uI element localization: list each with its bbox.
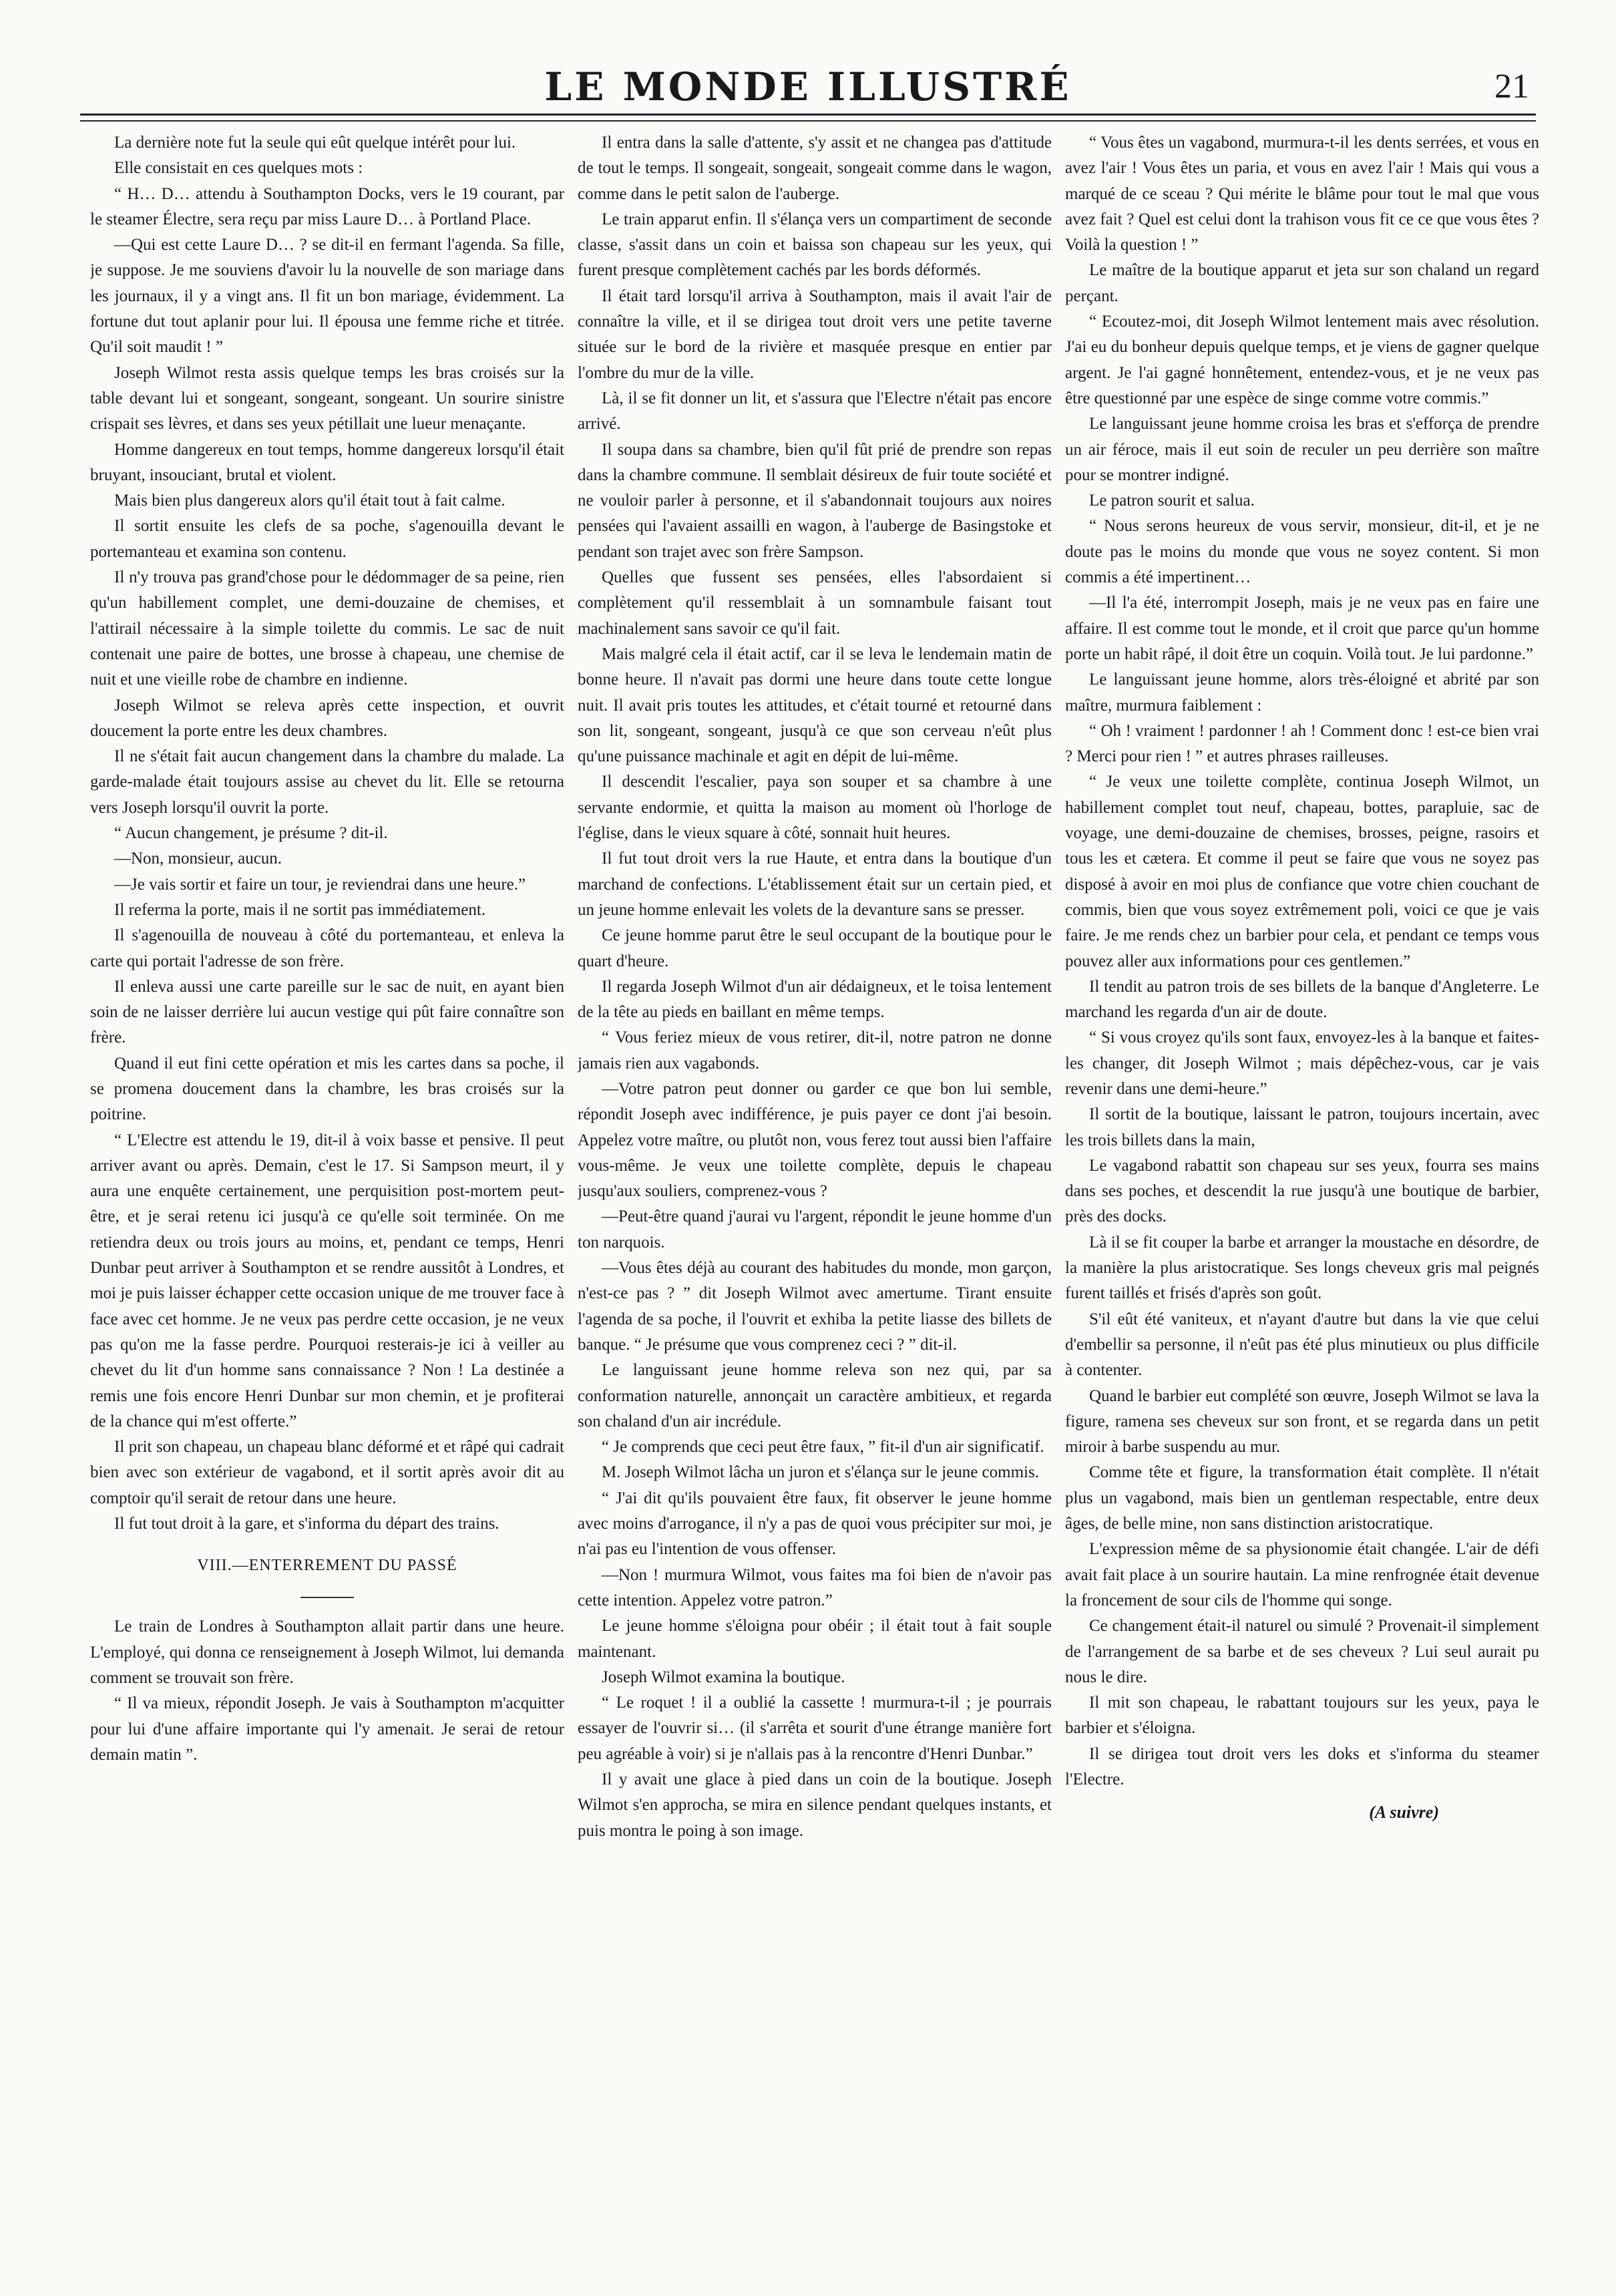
paragraph: “ Le roquet ! il a oublié la cassette ! murmura-t-il ; je pourrais essayer de l'ouvrir si… (il s'arrêta et sourit d'une étrange manière fort peu agréable à voir) si je n'allais pas à la rencontre d'Henri Dunbar.” bbox=[578, 1694, 1052, 1763]
to-be-continued: (A suivre) bbox=[1369, 1802, 1439, 1823]
paragraph: —Non ! murmura Wilmot, vous faites ma foi bien de n'avoir pas cette intention. Appelez votre patron.” bbox=[578, 1565, 1052, 1609]
paragraph: Il s'agenouilla de nouveau à côté du portemanteau, et enleva la carte qui portait l'adresse de son frère. bbox=[90, 926, 564, 970]
paragraph: Homme dangereux en tout temps, homme dangereux lorsqu'il était bruyant, insouciant, brutal et violent. bbox=[90, 440, 564, 484]
paragraph: Il était tard lorsqu'il arriva à Southampton, mais il avait l'air de connaître la ville, et il se dirigea tout droit vers une petite taverne située sur le bord de la rivière et masquée presque en entier par l'ombre du mur de la ville. bbox=[578, 286, 1052, 382]
paragraph: Il fut tout droit vers la rue Haute, et entra dans la boutique d'un marchand de confections. L'établissement était sur un certain pied, et un jeune homme enlevait les volets de la devanture sans se presser. bbox=[578, 849, 1052, 919]
paragraph: “ Je comprends que ceci peut être faux, ” fit-il d'un air significatif. bbox=[602, 1438, 1044, 1457]
paragraph: “ Vous feriez mieux de vous retirer, dit-il, notre patron ne donne jamais rien aux vagabonds. bbox=[578, 1028, 1052, 1073]
paragraph: —Votre patron peut donner ou garder ce que bon lui semble, répondit Joseph avec indifférence, je puis payer ce dont j'ai besoin. Appelez votre maître, ou plutôt non, vous ferez tout aussi bien l'affaire vous-même. Je veux une toilette complète, depuis le chapeau jusqu'aux souliers, comprenez-vous ? bbox=[578, 1079, 1052, 1201]
paragraph: Le train de Londres à Southampton allait partir dans une heure. L'employé, qui donna ce renseignement à Joseph Wilmot, lui demanda comment se trouvait son frère. bbox=[90, 1617, 564, 1687]
paragraph: “ Oh ! vraiment ! pardonner ! ah ! Comment donc ! est-ce bien vrai ? Merci pour rien ! ” et autres phrases railleuses. bbox=[1065, 721, 1539, 766]
paragraph: Il fut tout droit à la gare, et s'informa du départ des trains. bbox=[114, 1515, 499, 1533]
paragraph: Il soupa dans sa chambre, bien qu'il fût prié de prendre son repas dans la chambre commune. Il semblait désireux de fuir toute société et ne vouloir parler à personne, et il s'abandonnait toujours aux noires pensées qui l'avaient assailli en wagon, à l'auberge de Basingstoke et pendant son trajet avec son frère Sampson. bbox=[578, 440, 1052, 561]
paragraph: Il prit son chapeau, un chapeau blanc déformé et et râpé qui cadrait bien avec son extérieur de vagabond, et il sortit après avoir dit au comptoir qu'il serait de retour dans une heure. bbox=[90, 1438, 564, 1507]
paragraph: Le languissant jeune homme croisa les bras et s'efforça de prendre un air féroce, mais il eut soin de reculer un peu derrière son maître pour se montrer indigné. bbox=[1065, 415, 1539, 484]
paragraph: Il mit son chapeau, le rabattant toujours sur les yeux, paya le barbier et s'éloigna. bbox=[1065, 1694, 1539, 1738]
journal-title: LE MONDE ILLUSTRÉ bbox=[544, 64, 1072, 110]
paragraph: Ce changement était-il naturel ou simulé ? Provenait-il simplement de l'arrangement de sa barbe et de ses cheveux ? Lui seul aurait pu nous le dire. bbox=[1065, 1617, 1539, 1686]
paragraph: Il ne s'était fait aucun changement dans la chambre du malade. La garde-malade était toujours assise au chevet du lit. Elle se retourna vers Joseph lorsqu'il ouvrit la porte. bbox=[90, 747, 564, 817]
paragraph: Il referma la porte, mais il ne sortit pas immédiatement. bbox=[114, 900, 486, 919]
paragraph: Il regarda Joseph Wilmot d'un air dédaigneux, et le toisa lentement de la tête au pieds en baillant en même temps. bbox=[578, 977, 1052, 1022]
paragraph: “ J'ai dit qu'ils pouvaient être faux, fit observer le jeune homme avec moins d'arrogance, il n'y a pas de quoi vous précipiter sur moi, je n'ai pas eu l'intention de vous offenser. bbox=[578, 1489, 1052, 1559]
paragraph: La dernière note fut la seule qui eût quelque intérêt pour lui. bbox=[114, 134, 516, 152]
paragraph: “ Je veux une toilette complète, continua Joseph Wilmot, un habillement complet tout neuf, chapeau, bottes, parapluie, sac de voyage, une demi-douzaine de chemises, brosses, peigne, rasoirs et tous les et cætera. Et comme il peut se faire que vous ne soyez pas disposé à avoir en moi plus de confiance que votre chien couchant de commis, bien que vous soyez extrêmement poli, voici ce que je vais faire. Je me rends chez un barbier pour cela, et pendant ce temps vous pouvez aller aux informations pour ces gentlemen.” bbox=[1065, 773, 1539, 970]
paragraph: Il tendit au patron trois de ses billets de la banque d'Angleterre. Le marchand les regarda d'un air de doute. bbox=[1065, 977, 1539, 1022]
paragraph: Joseph Wilmot se releva après cette inspection, et ouvrit doucement la porte entre les deux chambres. bbox=[90, 696, 564, 740]
paragraph: Il n'y trouva pas grand'chose pour le dédommager de sa peine, rien qu'un habillement complet, une demi-douzaine de chemises, et l'attirail nécessaire à la simple toilette du commis. Le sac de nuit contenait une paire de bottes, une brosse à chapeau, une chemise de nuit et une vieille robe de chambre en indienne. bbox=[90, 568, 564, 689]
paragraph: Il enleva aussi une carte pareille sur le sac de nuit, en ayant bien soin de ne laisser derrière lui aucun vestige qui pût faire connaître son frère. bbox=[90, 977, 564, 1047]
paragraph: “ Vous êtes un vagabond, murmura-t-il les dents serrées, et vous en avez l'air ! Vous êtes un paria, et vous en avez l'air ! Mais qui vous a marqué de ce sceau ? Qui mérite le blâme pour tout le mal que vous avez fait ? Quel est celui dont la trahison vous fit ce ce que vous êtes ? Voilà la question ! ” bbox=[1065, 134, 1539, 254]
paragraph: —Qui est cette Laure D… ? se dit-il en fermant l'agenda. Sa fille, je suppose. Je me souviens d'avoir lu la nouvelle de son mariage dans les journaux, il y a vingt ans. Il fit un bon mariage, évidemment. La fortune dut tout aplanir pour lui. Il épousa une femme riche et titrée. Qu'il soit maudit ! ” bbox=[90, 236, 564, 357]
paragraph: M. Joseph Wilmot lâcha un juron et s'élança sur le jeune commis. bbox=[602, 1463, 1039, 1482]
paragraph: Il y avait une glace à pied dans un coin de la boutique. Joseph Wilmot s'en approcha, se mira en silence pendant quelques instants, et puis montra le poing à son image. bbox=[578, 1770, 1052, 1840]
paragraph: —Je vais sortir et faire un tour, je reviendrai dans une heure.” bbox=[114, 875, 526, 894]
paragraph: Le maître de la boutique apparut et jeta sur son chaland un regard perçant. bbox=[1065, 261, 1539, 305]
paragraph: Ce jeune homme parut être le seul occupant de la boutique pour le quart d'heure. bbox=[578, 926, 1052, 970]
paragraph: Joseph Wilmot resta assis quelque temps les bras croisés sur la table devant lui et songeant, songeant, songeant. Un sourire sinistre crispait ses lèvres, et dans ses yeux pétillait une lueur menaçante. bbox=[90, 363, 564, 433]
paragraph: Quelles que fussent ses pensées, elles l'absordaient si complètement qu'il ressemblait à un somnambule faisant tout machinalement sans savoir ce qu'il fait. bbox=[578, 568, 1052, 638]
text-column-3 bbox=[1065, 130, 1539, 2194]
paragraph: Mais malgré cela il était actif, car il se leva le lendemain matin de bonne heure. Il n'avait pas dormi une heure dans toute cette longue nuit. Il avait pris toutes les attitudes, et c'était tourné et retourné dans son lit, songeant, songeant, jusqu'à ce que son cerveau n'eût plus qu'une puissance machinale et agit en dépit de lui-même. bbox=[578, 644, 1052, 766]
paragraph: —Peut-être quand j'aurai vu l'argent, répondit le jeune homme d'un ton narquois. bbox=[578, 1207, 1052, 1252]
paragraph: S'il eût été vaniteux, et n'ayant d'autre but dans la vie que celui d'embellir sa personne, il n'eût pas été plus minutieux ou plus difficile à contenter. bbox=[1065, 1310, 1539, 1380]
paragraph: “ Il va mieux, répondit Joseph. Je vais à Southampton m'acquitter pour lui d'une affaire importante qui l'y amenait. Je serai de retour demain matin ”. bbox=[90, 1694, 564, 1764]
paragraph: Mais bien plus dangereux alors qu'il était tout à fait calme. bbox=[114, 492, 506, 510]
header-rule-thin bbox=[80, 120, 1536, 122]
paragraph: Joseph Wilmot examina la boutique. bbox=[602, 1668, 845, 1686]
paragraph: Il sortit de la boutique, laissant le patron, toujours incertain, avec les trois billets dans la main, bbox=[1065, 1105, 1539, 1149]
paragraph: “ Ecoutez-moi, dit Joseph Wilmot lentement mais avec résolution. J'ai eu du bonheur depuis quelque temps, et je viens de gagner quelque argent. Je l'ai gagné honnêtement, entendez-vous, et je ne veux pas être questionné par une espèce de singe comme votre commis.” bbox=[1065, 313, 1539, 407]
section-heading: VIII.—ENTERREMENT DU PASSÉ bbox=[197, 1557, 457, 1575]
paragraph: L'expression même de sa physionomie était changée. L'air de défi avait fait place à un sourire hautain. La mine renfrognée était devenue la froncement de sour cils de l'homme qui songe. bbox=[1065, 1540, 1539, 1609]
paragraph: Là, il se fit donner un lit, et s'assura que l'Electre n'était pas encore arrivé. bbox=[578, 389, 1052, 433]
paragraph: Il entra dans la salle d'attente, s'y assit et ne changea pas d'attitude de tout le temps. Il songeait, songeait, songeait comme dans le wagon, comme dans le petit salon de l'auberge. bbox=[578, 134, 1052, 203]
paragraph: Le train apparut enfin. Il s'élança vers un compartiment de seconde classe, s'assit dans un coin et baissa son chapeau sur les yeux, qui furent presque complètement cachés par les bords déformés. bbox=[578, 210, 1052, 280]
paragraph: Le patron sourit et salua. bbox=[1089, 492, 1255, 510]
text-column-2 bbox=[578, 130, 1052, 2194]
header-rule bbox=[80, 114, 1536, 116]
paragraph: —Non, monsieur, aucun. bbox=[114, 849, 282, 868]
paragraph: Le languissant jeune homme, alors très-éloigné et abrité par son maître, murmura faiblement : bbox=[1065, 671, 1539, 715]
paragraph: Le jeune homme s'éloigna pour obéir ; il était tout à fait souple maintenant. bbox=[578, 1617, 1052, 1661]
paragraph: Comme tête et figure, la transformation était complète. Il n'était plus un vagabond, mais bien un gentleman respectable, entre deux âges, de belle mine, non sans distinction aristocratique. bbox=[1065, 1463, 1539, 1533]
paragraph: “ Si vous croyez qu'ils sont faux, envoyez-les à la banque et faites-les changer, dit Joseph Wilmot ; mais dépêchez-vous, car je vais revenir dans une demi-heure.” bbox=[1065, 1028, 1539, 1098]
paragraph: Quand il eut fini cette opération et mis les cartes dans sa poche, il se promena doucement dans la chambre, les bras croisés sur la poitrine. bbox=[90, 1054, 564, 1124]
masthead bbox=[80, 63, 1536, 117]
paragraph: “ Nous serons heureux de vous servir, monsieur, dit-il, et je ne doute pas le moins du monde que vous ne soyez content. Si mon commis a été impertinent… bbox=[1065, 517, 1539, 587]
paragraph: “ H… D… attendu à Southampton Docks, vers le 19 courant, par le steamer Électre, sera reçu par miss Laure D… à Portland Place. bbox=[90, 184, 564, 228]
paragraph: —Vous êtes déjà au courant des habitudes du monde, mon garçon, n'est-ce pas ? ” dit Joseph Wilmot avec amertume. Tirant ensuite l'agenda de sa poche, il l'ouvrit et exhiba la petite liasse des billets de banque. “ Je présume que vous comprenez ceci ? ” dit-il. bbox=[578, 1259, 1052, 1354]
paragraph: Là il se fit couper la barbe et arranger la moustache en désordre, de la manière la plus aristocratique. Ses longs cheveux gris mal peignés furent taillés et frisés d'après son goût. bbox=[1065, 1233, 1539, 1303]
paragraph: Il descendit l'escalier, paya son souper et sa chambre à une servante endormie, et quitta la maison au moment où l'horloge de l'église, dans le vieux square à côté, sonnait huit heures. bbox=[578, 773, 1052, 843]
paragraph: Quand le barbier eut complété son œuvre, Joseph Wilmot se lava la figure, ramena ses cheveux sur son front, et se regarda dans un petit miroir à barbe suspendu au mur. bbox=[1065, 1386, 1539, 1457]
paragraph: “ L'Electre est attendu le 19, dit-il à voix basse et pensive. Il peut arriver avant ou après. Demain, c'est le 17. Si Sampson meurt, il y aura une enquête certainement, une perquisition post-mortem peut-être, et je serai retenu ici jusqu'à ce qu'elle soit terminée. On me retiendra deux ou trois jours au moins, et, pendant ce temps, Henri Dunbar peut arriver à Southampton et se rendre aussitôt à Londres, et moi je puis laisser échapper cette occasion unique de me trouver face à face avec cet homme. Je ne veux pas perdre cette occasion, je ne veux pas qu'on me la fasse perdre. Pourquoi resterais-je ici à veiller au chevet du lit d'un homme sans connaissance ? Non ! La destinée a remis une fois encore Henri Dunbar sur mon chemin, et je profiterai de la chance qui m'est offerte.” bbox=[90, 1131, 564, 1430]
paragraph: “ Aucun changement, je présume ? dit-il. bbox=[114, 824, 388, 843]
page-number: 21 bbox=[1494, 67, 1529, 106]
paragraph: Il se dirigea tout droit vers les doks et s'informa du steamer l'Electre. bbox=[1065, 1744, 1539, 1788]
paragraph: —Il l'a été, interrompit Joseph, mais je ne veux pas en faire une affaire. Il est comme tout le monde, et il croit que parce qu'un homme porte un habit râpé, il doit être un coquin. Voilà tout. Je lui pardonne.” bbox=[1065, 594, 1539, 663]
paragraph: Il sortit ensuite les clefs de sa poche, s'agenouilla devant le portemanteau et examina son contenu. bbox=[90, 517, 564, 561]
paragraph: Elle consistait en ces quelques mots : bbox=[114, 159, 363, 178]
paragraph: Le vagabond rabattit son chapeau sur ses yeux, fourra ses mains dans ses poches, et descendit la rue jusqu'à une boutique de barbier, près des docks. bbox=[1065, 1156, 1539, 1226]
heading-rule bbox=[300, 1597, 354, 1598]
text-column-1 bbox=[90, 130, 564, 2194]
paragraph: Le languissant jeune homme releva son nez qui, par sa conformation naturelle, annonçait un caractère ambitieux, et regarda son chaland d'un air incrédule. bbox=[578, 1361, 1052, 1430]
